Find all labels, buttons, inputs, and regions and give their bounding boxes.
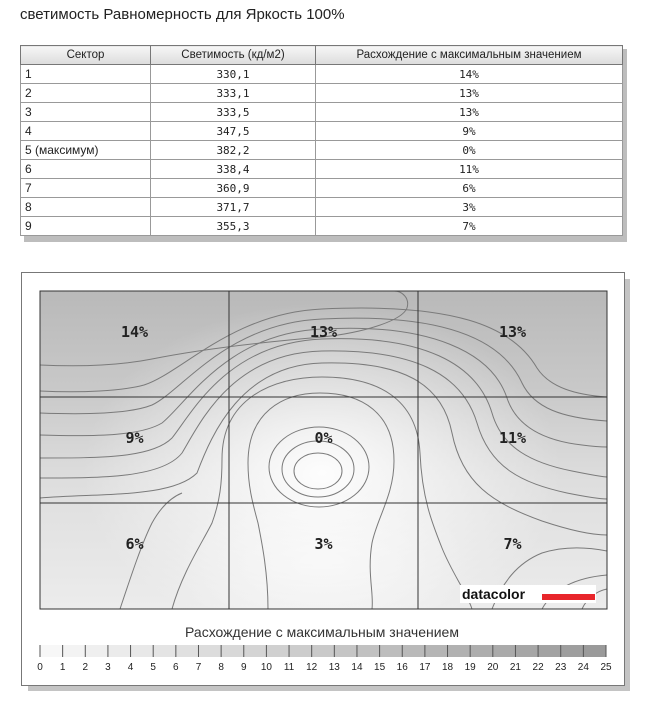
header-deviation: Расхождение с максимальным значением	[316, 46, 623, 65]
cell-sector: 7	[21, 179, 151, 198]
cell-deviation: 9%	[316, 122, 623, 141]
logo-text: datacolor	[462, 586, 526, 602]
cell-sector: 1	[21, 65, 151, 84]
legend-tick-label: 4	[127, 662, 134, 673]
legend-title: Расхождение с максимальным значением	[185, 624, 459, 640]
legend-tick-label: 5	[150, 662, 156, 673]
legend-swatch	[583, 645, 606, 657]
cell-deviation: 13%	[316, 84, 623, 103]
cell-luminance: 347,5	[151, 122, 316, 141]
cell-sector: 9	[21, 217, 151, 236]
legend-swatch	[244, 645, 267, 657]
cell-deviation: 11%	[316, 160, 623, 179]
cell-deviation-label: 13%	[498, 323, 527, 341]
table-row	[21, 198, 623, 217]
legend-swatch	[561, 645, 584, 657]
cell-deviation-label: 7%	[503, 535, 522, 553]
cell-deviation-label: 9%	[125, 429, 144, 447]
legend-swatch	[85, 645, 108, 657]
legend-tick-label: 10	[260, 662, 272, 673]
legend-swatch	[153, 645, 176, 657]
legend-tick-label: 22	[532, 662, 544, 673]
legend-swatch	[357, 645, 380, 657]
legend-tick-label: 16	[396, 662, 408, 673]
legend-tick-label: 11	[283, 662, 295, 673]
legend-swatch	[266, 645, 289, 657]
legend-tick-label: 20	[487, 662, 499, 673]
legend-swatch	[493, 645, 516, 657]
legend-tick-label: 2	[82, 662, 89, 673]
legend-tick-label: 19	[464, 662, 476, 673]
cell-deviation-label: 6%	[125, 535, 144, 553]
cell-deviation: 7%	[316, 217, 623, 236]
sector-table	[20, 45, 623, 236]
cell-deviation-label: 3%	[314, 535, 333, 553]
legend-tick-label: 9	[240, 662, 247, 673]
cell-luminance: 333,1	[151, 84, 316, 103]
legend-swatch	[402, 645, 425, 657]
cell-luminance: 355,3	[151, 217, 316, 236]
legend-swatch	[198, 645, 221, 657]
header-sector: Сектор	[21, 46, 151, 65]
cell-deviation-label: 14%	[120, 323, 149, 341]
legend-swatch	[131, 645, 154, 657]
legend-swatch	[176, 645, 199, 657]
legend-tick-label: 8	[218, 662, 224, 673]
legend-tick-label: 0	[37, 662, 43, 673]
cell-luminance: 333,5	[151, 103, 316, 122]
table-row	[21, 103, 623, 122]
legend-tick-label: 14	[351, 662, 363, 673]
legend-tick-label: 23	[555, 662, 567, 673]
legend-tick-label: 1	[59, 662, 66, 673]
legend-swatch	[312, 645, 335, 657]
legend-swatch	[425, 645, 448, 657]
legend-tick-label: 7	[195, 662, 202, 673]
table-row	[21, 217, 623, 236]
header-luminance: Светимость (кд/м2)	[151, 46, 316, 65]
cell-sector: 8	[21, 198, 151, 217]
legend-swatch	[448, 645, 471, 657]
cell-deviation: 13%	[316, 103, 623, 122]
legend-tick-label: 17	[419, 662, 431, 673]
cell-sector: 3	[21, 103, 151, 122]
legend-swatch	[289, 645, 312, 657]
datacolor-logo	[460, 585, 596, 603]
legend-swatch	[334, 645, 357, 657]
legend-tick-label: 6	[173, 662, 179, 673]
cell-deviation: 0%	[316, 141, 623, 160]
cell-deviation: 6%	[316, 179, 623, 198]
table-header-row	[21, 46, 623, 65]
page-title: светимость Равномерность для Яркость 100%	[20, 6, 345, 23]
cell-luminance: 338,4	[151, 160, 316, 179]
table-row	[21, 65, 623, 84]
legend-swatch	[221, 645, 244, 657]
legend-swatch	[380, 645, 403, 657]
legend-swatch	[538, 645, 561, 657]
uniformity-map-panel	[21, 272, 625, 686]
cell-luminance: 371,7	[151, 198, 316, 217]
cell-sector: 6	[21, 160, 151, 179]
color-legend	[37, 645, 612, 673]
logo-red-bar	[542, 594, 595, 600]
cell-deviation-label: 11%	[498, 429, 527, 447]
sector-table-wrapper	[20, 45, 623, 236]
legend-tick-label: 13	[328, 662, 340, 673]
cell-deviation: 14%	[316, 65, 623, 84]
uniformity-map	[22, 273, 624, 685]
cell-sector: 4	[21, 122, 151, 141]
legend-tick-label: 3	[105, 662, 111, 673]
cell-deviation: 3%	[316, 198, 623, 217]
legend-tick-label: 24	[577, 662, 589, 673]
table-row	[21, 122, 623, 141]
legend-tick-label: 25	[600, 662, 612, 673]
legend-swatch	[108, 645, 131, 657]
table-row	[21, 160, 623, 179]
legend-swatch	[40, 645, 63, 657]
legend-tick-label: 21	[509, 662, 522, 673]
table-row	[21, 141, 623, 160]
legend-tick-label: 15	[374, 662, 386, 673]
cell-luminance: 382,2	[151, 141, 316, 160]
table-row	[21, 84, 623, 103]
cell-deviation-label: 13%	[309, 323, 338, 341]
cell-sector: 2	[21, 84, 151, 103]
legend-tick-label: 18	[441, 662, 454, 673]
cell-luminance: 360,9	[151, 179, 316, 198]
table-row	[21, 179, 623, 198]
cell-deviation-label: 0%	[314, 429, 333, 447]
cell-sector: 5 (максимум)	[21, 141, 151, 160]
cell-luminance: 330,1	[151, 65, 316, 84]
legend-swatch	[470, 645, 493, 657]
legend-swatch	[63, 645, 86, 657]
legend-swatch	[515, 645, 538, 657]
legend-tick-label: 12	[306, 662, 318, 673]
